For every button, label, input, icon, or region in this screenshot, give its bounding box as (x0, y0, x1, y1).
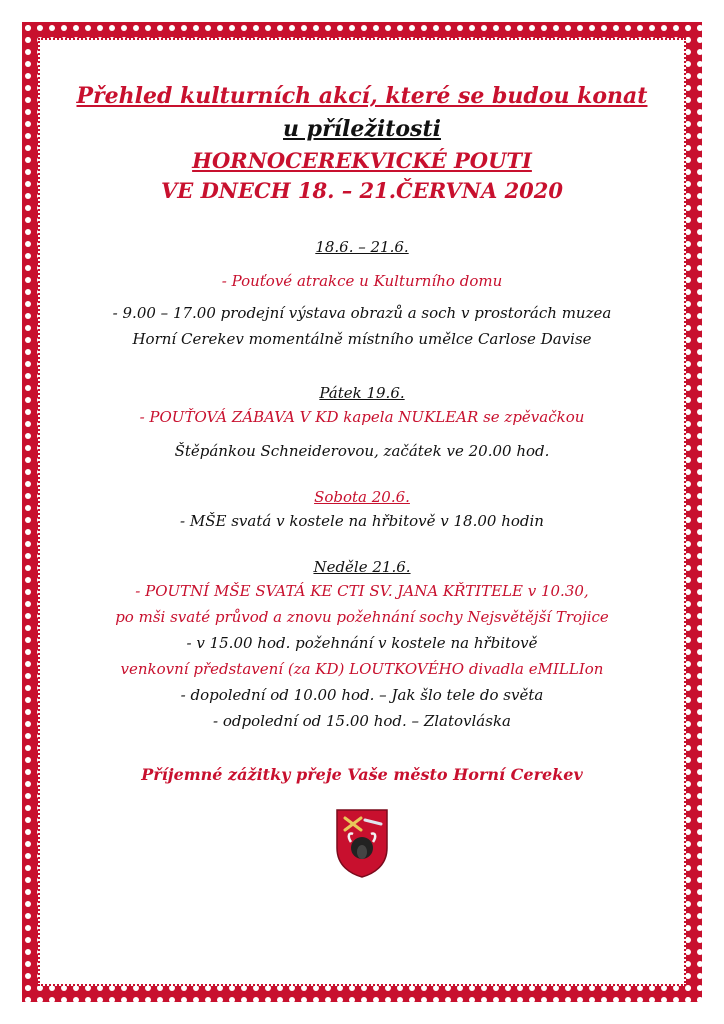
section-4-line-6: - odpolední od 15.00 hod. – Zlatovláska (213, 712, 511, 730)
section-4-line-1: - POUTNÍ MŠE SVATÁ KE CTI SV. JANA KŘTITELE v 10.30, (135, 582, 589, 600)
section-2-line-2: Štěpánkou Schneiderovou, začátek ve 20.00 hod. (174, 442, 550, 460)
section-date-3: Sobota 20.6. (314, 488, 410, 506)
section-4-line-5: - dopolední od 10.00 hod. – Jak šlo tele do světa (180, 686, 544, 704)
title-line-4: VE DNECH 18. – 21.ČERVNA 2020 (160, 178, 564, 203)
section-1-line-3: Horní Cerekev momentálně místního umělce Carlose Davise (132, 330, 592, 348)
title-line-3: HORNOCEREKVICKÉ POUTI (192, 148, 532, 173)
section-date-2: Pátek 19.6. (319, 384, 405, 402)
section-date-1: 18.6. – 21.6. (315, 238, 409, 256)
title-line-2: u příležitosti (283, 116, 441, 142)
section-date-4: Neděle 21.6. (313, 558, 411, 576)
section-1-line-1: - Pouťové atrakce u Kulturního domu (221, 272, 503, 290)
flyer-content (60, 80, 664, 882)
section-4-line-3: - v 15.00 hod. požehnání v kostele na hřbitově (186, 634, 538, 652)
town-coat-of-arms-icon (335, 808, 389, 878)
section-1-line-2: - 9.00 – 17.00 prodejní výstava obrazů a soch v prostorách muzea (112, 304, 612, 322)
section-4-line-2: po mši svaté průvod a znovu požehnání sochy Nejsvětější Trojice (115, 608, 609, 626)
footer-greeting: Příjemné zážitky přeje Vaše město Horní Cerekev (141, 765, 583, 784)
title-line-1: Přehled kulturních akcí, které se budou konat (76, 83, 648, 109)
section-4-line-4: venkovní představení (za KD) LOUTKOVÉHO divadla eMILLIon (120, 660, 604, 678)
section-2-line-1: - POUŤOVÁ ZÁBAVA V KD kapela NUKLEAR se zpěvačkou (139, 408, 585, 426)
section-3-line-1: - MŠE svatá v kostele na hřbitově v 18.00 hodin (180, 512, 544, 530)
